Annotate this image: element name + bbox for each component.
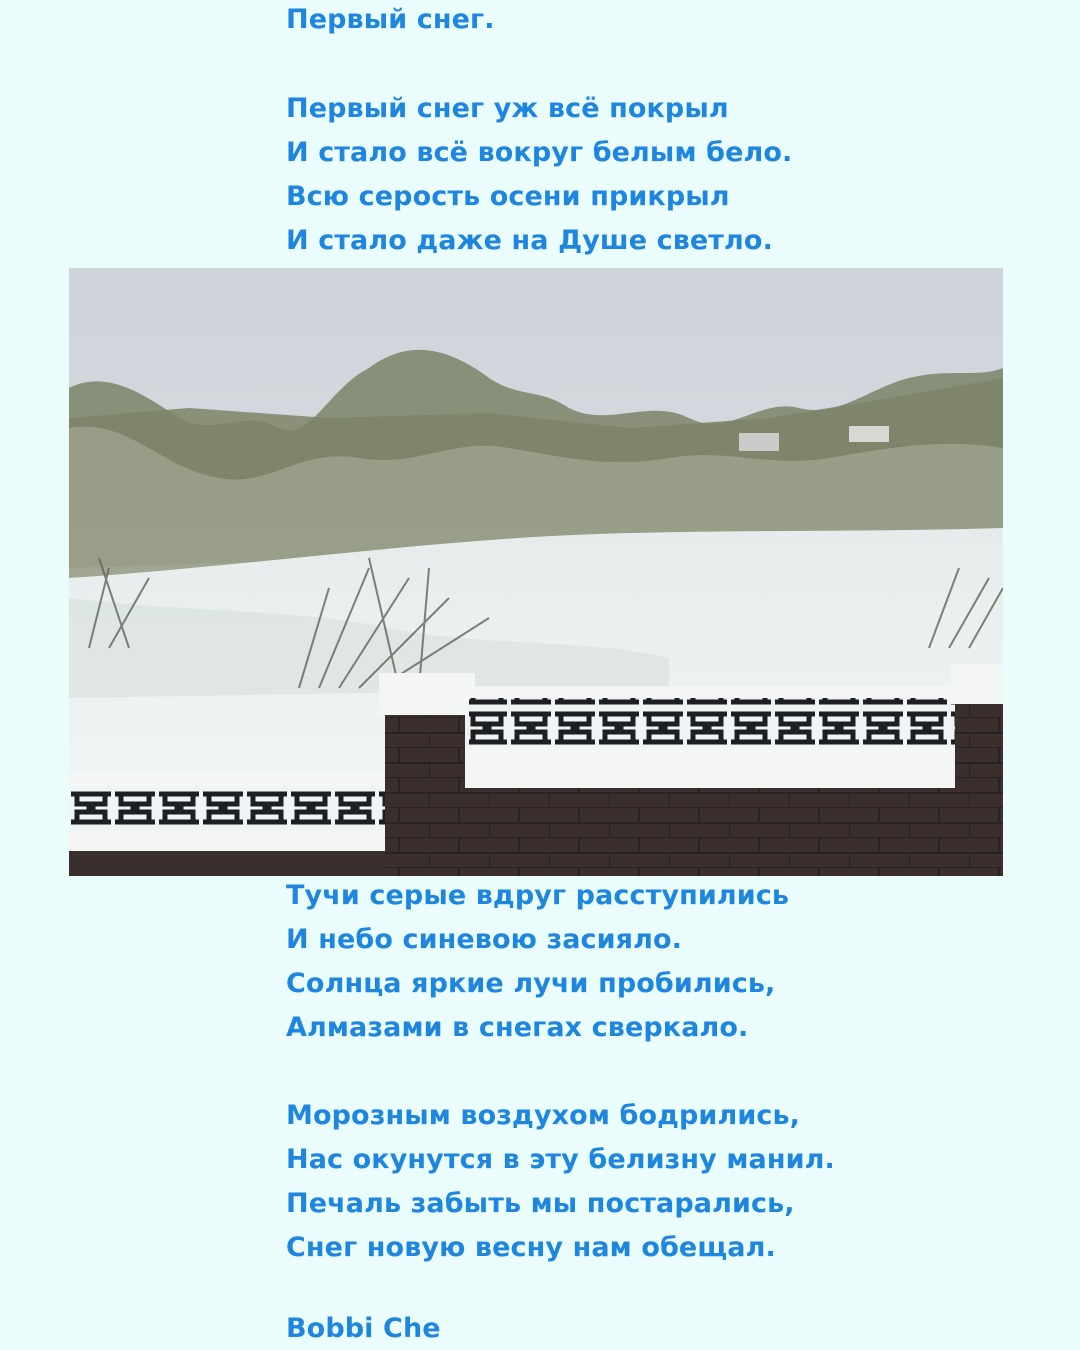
poem-line: Морозным воздухом бодрились,	[286, 1100, 800, 1131]
poem-line: Снег новую весну нам обещал.	[286, 1232, 776, 1263]
poem-line: Тучи серые вдруг расступились	[286, 880, 790, 911]
poem-line: Алмазами в снегах сверкало.	[286, 1012, 749, 1043]
poem-line: Печаль забыть мы постарались,	[286, 1188, 795, 1219]
poem-line: И небо синевою засияло.	[286, 924, 682, 955]
poem-line: И стало всё вокруг белым бело.	[286, 137, 793, 168]
stanza-1	[286, 90, 792, 266]
poem-line: Солнца яркие лучи пробились,	[286, 968, 776, 999]
winter-landscape-photo	[69, 268, 1003, 876]
stanza-2	[286, 877, 789, 1053]
poem-line: И стало даже на Душе светло.	[286, 225, 773, 256]
poem-title: Первый снег.	[286, 4, 495, 35]
photo-illustration	[69, 268, 1003, 876]
poem-line: Всю серость осени прикрыл	[286, 181, 730, 212]
author-signature: Bobbi Che	[286, 1313, 441, 1344]
stanza-3	[286, 1097, 835, 1273]
poem-line: Первый снег уж всё покрыл	[286, 93, 729, 124]
poem-line: Нас окунутся в эту белизну манил.	[286, 1144, 835, 1175]
